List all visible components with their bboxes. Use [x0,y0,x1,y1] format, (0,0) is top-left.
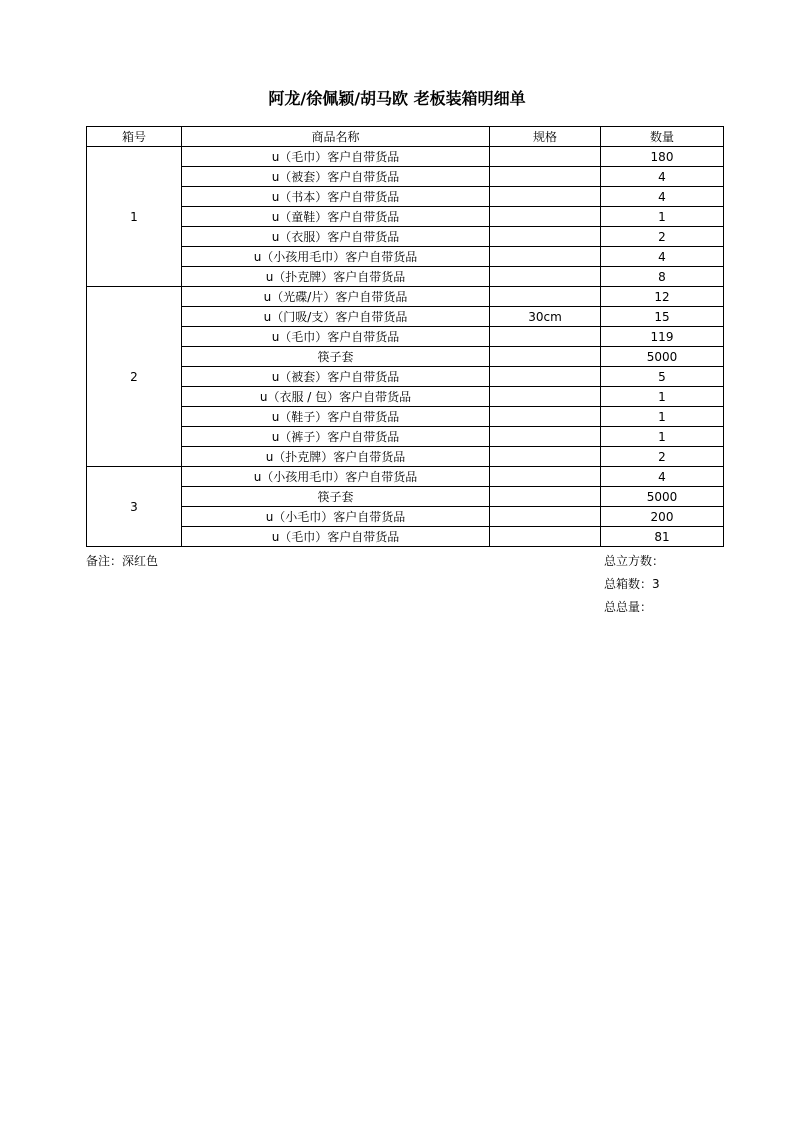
quantity-cell: 1 [601,427,724,447]
page-title: 阿龙/徐佩颖/胡马欧 老板装箱明细单 [268,89,526,108]
table-row [87,327,724,347]
box-number-cell: 3 [87,467,182,547]
table-row [87,527,724,547]
spec-cell [490,347,601,367]
product-name-cell: u（衣服）客户自带货品 [182,227,490,247]
product-name-cell: u（鞋子）客户自带货品 [182,407,490,427]
spec-cell [490,447,601,467]
product-name-cell: u（毛巾）客户自带货品 [182,327,490,347]
total-weight: 总总量： [604,600,653,614]
quantity-cell: 180 [601,147,724,167]
product-name-cell: u（毛巾）客户自带货品 [182,147,490,167]
spec-cell [490,527,601,547]
total-volume: 总立方数： [604,554,665,568]
spec-cell [490,207,601,227]
product-name-cell: u（被套）客户自带货品 [182,167,490,187]
table-row [87,427,724,447]
spec-cell [490,267,601,287]
table-row [87,167,724,187]
quantity-cell: 81 [601,527,724,547]
product-name-cell: u（童鞋）客户自带货品 [182,207,490,227]
product-name-cell: u（小毛巾）客户自带货品 [182,507,490,527]
spec-cell [490,407,601,427]
quantity-cell: 15 [601,307,724,327]
product-name-cell: u（书本）客户自带货品 [182,187,490,207]
spec-cell [490,247,601,267]
spec-cell [490,387,601,407]
table-row [87,367,724,387]
quantity-cell: 1 [601,207,724,227]
quantity-cell: 1 [601,407,724,427]
table-row [87,267,724,287]
product-name-cell: 筷子套 [182,347,490,367]
product-name-cell: u（门吸/支）客户自带货品 [182,307,490,327]
table-row [87,347,724,367]
table-row [87,287,724,307]
quantity-cell: 200 [601,507,724,527]
remark-note: 备注：深红色 [86,554,159,568]
header-quantity: 数量 [601,127,724,147]
table-row [87,227,724,247]
spec-cell [490,487,601,507]
spec-cell [490,287,601,307]
table-row [87,507,724,527]
table-row [87,147,724,167]
table-row [87,467,724,487]
product-name-cell: 筷子套 [182,487,490,507]
spec-cell [490,227,601,247]
header-product-name: 商品名称 [182,127,490,147]
quantity-cell: 2 [601,227,724,247]
spec-cell [490,507,601,527]
spec-cell [490,327,601,347]
product-name-cell: u（被套）客户自带货品 [182,367,490,387]
spec-cell [490,467,601,487]
quantity-cell: 4 [601,467,724,487]
quantity-cell: 4 [601,167,724,187]
header-box-no: 箱号 [87,127,182,147]
quantity-cell: 2 [601,447,724,467]
product-name-cell: u（扑克牌）客户自带货品 [182,447,490,467]
product-name-cell: u（扑克牌）客户自带货品 [182,267,490,287]
box-number-cell: 1 [87,147,182,287]
spec-cell [490,427,601,447]
quantity-cell: 119 [601,327,724,347]
quantity-cell: 8 [601,267,724,287]
quantity-cell: 5000 [601,487,724,507]
product-name-cell: u（衣服 / 包）客户自带货品 [182,387,490,407]
quantity-cell: 4 [601,187,724,207]
product-name-cell: u（光碟/片）客户自带货品 [182,287,490,307]
table-row [87,487,724,507]
product-name-cell: u（裤子）客户自带货品 [182,427,490,447]
table-row [87,407,724,427]
spec-cell [490,367,601,387]
quantity-cell: 1 [601,387,724,407]
table-row [87,447,724,467]
quantity-cell: 4 [601,247,724,267]
table-row [87,307,724,327]
product-name-cell: u（小孩用毛巾）客户自带货品 [182,467,490,487]
table-header-row [87,127,724,147]
table-row [87,387,724,407]
packing-table [86,126,724,547]
spec-cell [490,167,601,187]
box-number-cell: 2 [87,287,182,467]
product-name-cell: u（小孩用毛巾）客户自带货品 [182,247,490,267]
total-box-count: 总箱数：3 [604,577,660,591]
product-name-cell: u（毛巾）客户自带货品 [182,527,490,547]
table-row [87,247,724,267]
quantity-cell: 5 [601,367,724,387]
header-spec: 规格 [490,127,601,147]
quantity-cell: 12 [601,287,724,307]
spec-cell [490,147,601,167]
spec-cell: 30cm [490,307,601,327]
table-row [87,207,724,227]
spec-cell [490,187,601,207]
summary-block [604,550,664,619]
table-row [87,187,724,207]
quantity-cell: 5000 [601,347,724,367]
